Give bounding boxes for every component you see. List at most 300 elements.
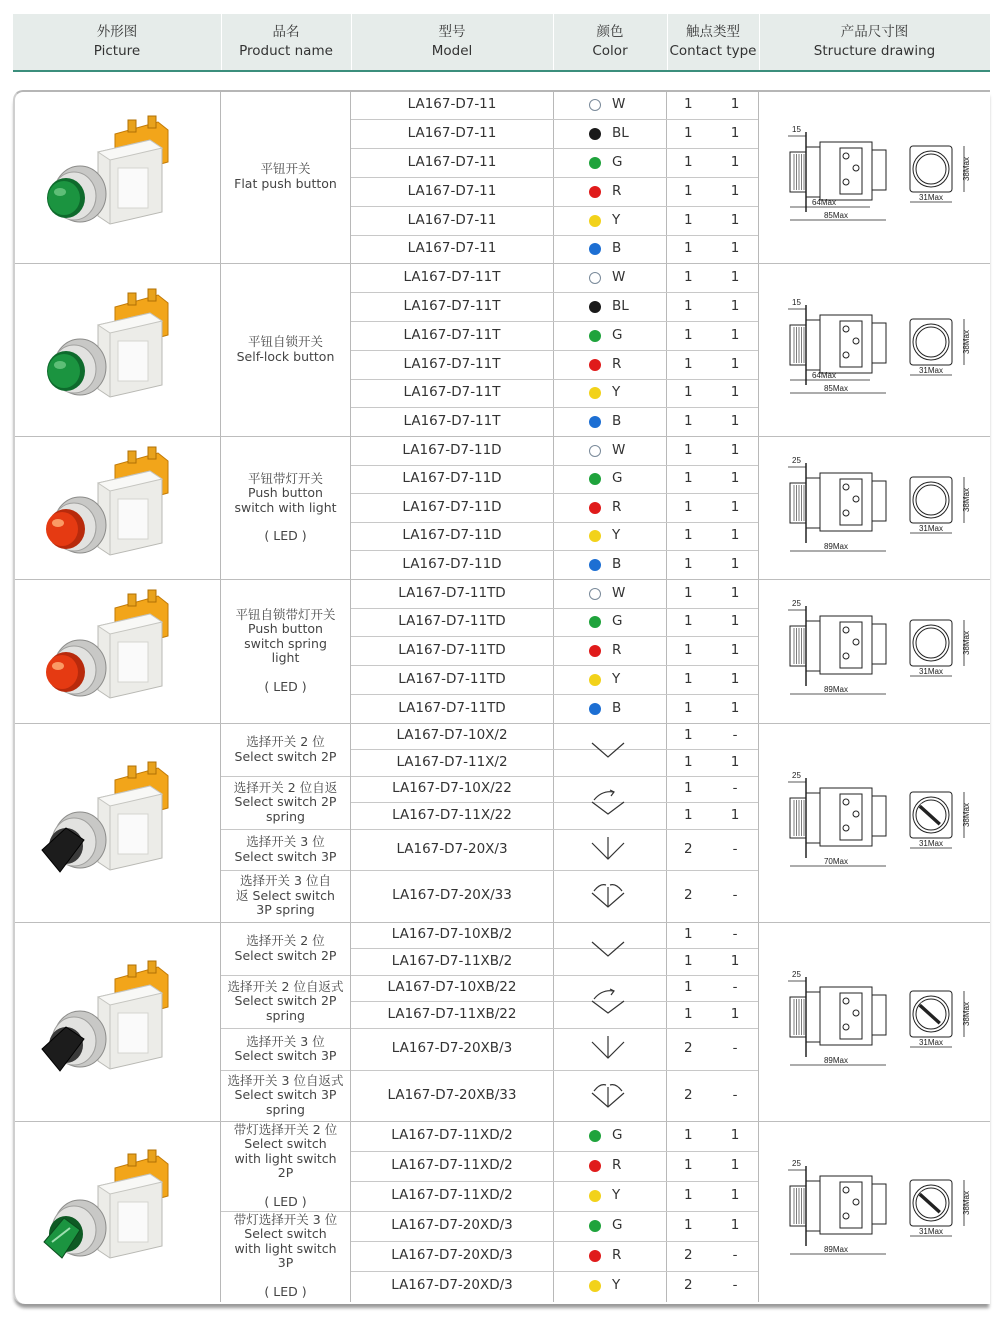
product-name-cn: 带灯选择开关 2 位 [233,1121,338,1137]
row-separator [351,694,758,695]
color-swatch [589,272,601,284]
header-en: Color [592,43,628,59]
row-separator [351,1241,758,1242]
model-cell: LA167-D7-11T [403,326,501,343]
name-separator [221,870,350,871]
contact-no: 1 [684,780,693,796]
color-label: B [612,412,622,429]
model-cell: LA167-D7-11XB/2 [391,952,513,969]
contact-no: 1 [684,240,693,256]
contact-no: 1 [684,670,693,687]
model-cell: LA167-D7-11XD/2 [391,1127,513,1143]
dimension-front: 25 [792,969,801,979]
product-name-cn: 选择开关 3 位 [246,1033,325,1049]
row-separator [351,608,758,609]
name-separator [221,1070,350,1071]
model-cell: LA167-D7-11T [403,384,501,400]
contact-nc: - [732,1086,738,1103]
contact-nc: 1 [730,95,740,112]
group-separator [15,579,990,580]
color-swatch [589,1250,601,1262]
product-name [221,723,350,776]
contact-no: 1 [684,182,693,199]
contact-nc: 1 [730,670,740,687]
led-push-button-icon [40,443,190,573]
row-separator [351,292,758,293]
name-separator [221,1211,350,1212]
color-swatch [589,616,601,628]
name-separator [221,975,350,976]
product-name-en: Push button switch with light [234,485,337,515]
green-push-button-icon [40,285,190,415]
model-cell: LA167-D7-11TD [398,641,506,658]
color-swatch [589,502,601,514]
color-label: R [612,498,622,515]
contact-no: 1 [684,412,693,429]
color-label: Y [612,384,621,400]
color-label: G [612,153,623,170]
contact-no: 2 [684,887,693,903]
model-cell: LA167-D7-10X/2 [396,727,508,743]
group-separator [15,436,990,437]
dimension-width: 31Max [918,1227,944,1236]
product-name [221,436,350,579]
color-label: Y [612,670,621,687]
product-name-en: Select switch 2P spring [234,993,337,1023]
structure-drawing [784,1146,984,1276]
contact-nc: 1 [730,268,740,285]
contact-nc: 1 [730,182,740,199]
header-en: Contact type [669,43,757,59]
contact-no: 1 [684,268,693,285]
header-en: Structure drawing [813,43,936,59]
product-name [221,1028,350,1070]
color-swatch [589,1280,601,1292]
contact-no: 1 [684,952,693,969]
row-separator [351,749,758,750]
product-name [221,870,350,922]
name-separator [221,829,350,830]
contact-nc: - [732,840,738,857]
model-cell: LA167-D7-10XB/2 [391,926,513,942]
header-cell [13,14,222,70]
contact-nc: 1 [730,153,740,170]
color-label: Y [612,1187,621,1203]
contact-no: 2 [684,1040,693,1056]
row-separator [351,802,758,803]
model-cell: LA167-D7-11D [402,527,502,543]
model-cell: LA167-D7-11T [403,297,501,314]
contact-nc: 1 [730,952,740,969]
contact-no: 1 [684,153,693,170]
contact-no: 1 [684,527,693,543]
switch-position-icon [588,934,628,964]
row-separator [351,550,758,551]
dimension-front: 25 [792,770,801,780]
color-label: BL [612,124,629,141]
color-swatch [589,674,601,686]
contact-no: 1 [684,1005,693,1022]
model-cell: LA167-D7-20XD/3 [391,1277,513,1293]
row-separator [351,636,758,637]
color-swatch [589,359,601,371]
contact-nc: 1 [730,555,740,572]
product-name [221,829,350,870]
color-label: B [612,240,622,256]
contact-no: 1 [684,297,693,314]
model-cell: LA167-D7-11D [402,555,502,572]
color-label: Y [612,211,621,228]
contact-nc: 1 [730,806,740,823]
row-separator [351,206,758,207]
contact-nc: - [732,979,738,995]
model-cell: LA167-D7-20X/3 [396,840,508,857]
contact-nc: - [732,780,738,796]
color-label: R [612,182,622,199]
product-name-cn: 选择开关 3 位 [246,834,325,849]
header-cn: 产品尺寸图 [840,24,909,40]
contact-nc: 1 [730,1187,740,1203]
product-name-cn: 选择开关 2 位 [246,933,325,948]
row-separator [351,493,758,494]
contact-nc: - [732,1040,738,1056]
color-swatch [589,1160,601,1172]
dimension-front: 25 [792,599,801,608]
dimension-width: 31Max [918,523,944,533]
contact-no: 1 [684,470,693,486]
dimension-body: 64Max [811,370,837,380]
name-separator [221,1028,350,1029]
dimension-length: 89Max [823,541,849,551]
product-name [221,579,350,723]
color-swatch [589,330,601,342]
row-separator [351,119,758,120]
row-separator [351,665,758,666]
led-push-button-icon [40,586,190,716]
led-note: ( LED ) [264,1283,307,1299]
led-note: ( LED ) [264,528,307,543]
color-label: W [612,441,626,458]
product-name-en: Flat push button [234,175,337,191]
color-swatch [589,1130,601,1142]
model-cell: LA167-D7-20XB/3 [391,1040,513,1056]
dimension-body: 64Max [811,197,837,207]
contact-no: 1 [684,124,693,141]
row-separator [351,1271,758,1272]
contact-nc: 1 [730,297,740,314]
color-swatch [589,186,601,198]
dimension-front: 25 [792,1159,801,1168]
dimension-width: 31Max [918,365,944,375]
dimension-height: 38Max [962,1190,971,1216]
color-swatch [589,243,601,255]
contact-no: 1 [684,806,693,823]
product-name-en: Select switch 2P [234,748,337,764]
model-cell: LA167-D7-11 [407,182,497,199]
row-separator [351,975,758,976]
row-separator [351,522,758,523]
color-label: R [612,1157,622,1173]
model-cell: LA167-D7-11D [402,441,502,458]
model-cell: LA167-D7-11 [407,153,497,170]
dimension-width: 31Max [918,1037,944,1047]
product-name-cn: 平钮自锁开关 [247,334,323,349]
contact-nc: 1 [730,1217,740,1233]
dimension-height: 38Max [962,487,971,512]
model-cell: LA167-D7-11XD/2 [391,1187,513,1203]
contact-nc: 1 [730,699,740,716]
color-label: R [612,355,622,372]
color-label: W [612,268,626,285]
contact-nc: - [732,1277,738,1293]
product-name-cn: 选择开关 2 位自返式 [227,978,344,994]
model-cell: LA167-D7-11D [402,470,502,486]
color-swatch [589,530,601,542]
contact-nc: 1 [730,613,740,629]
contact-nc: 1 [730,753,740,770]
header-cell [351,14,554,70]
product-name-cn: 平钮带灯开关 [247,470,323,486]
row-separator [351,1181,758,1182]
group-separator [15,263,990,264]
contact-nc: 1 [730,470,740,486]
dimension-height: 38Max [962,156,971,181]
color-swatch [589,645,601,657]
structure-drawing [784,957,984,1087]
header-cn: 品名 [272,24,300,40]
model-cell: LA167-D7-11TD [398,584,506,601]
model-cell: LA167-D7-11T [403,412,501,429]
product-name-en: Select switch with light switch 3P [234,1226,337,1271]
row-separator [351,1211,758,1212]
selector-switch-icon [40,758,190,888]
row-separator [351,177,758,178]
group-separator [15,1121,990,1122]
led-note: ( LED ) [264,1193,307,1209]
contact-nc: 1 [730,412,740,429]
product-name [221,263,350,436]
model-cell: LA167-D7-11XB/22 [387,1005,517,1022]
group-separator [15,922,990,923]
dimension-width: 31Max [918,667,944,676]
model-cell: LA167-D7-20XD/3 [391,1217,513,1233]
product-name-cn: 选择开关 2 位自返 [233,779,338,795]
model-cell: LA167-D7-10XB/22 [387,979,517,995]
header-en: Picture [93,43,141,59]
contact-no: 1 [684,498,693,515]
contact-no: 1 [684,641,693,658]
table-header [13,14,990,72]
switch-position-icon [588,835,628,865]
contact-no: 1 [684,584,693,601]
row-separator [351,1151,758,1152]
header-cn: 型号 [438,24,466,40]
product-name [221,776,350,829]
contact-nc: 1 [730,240,740,256]
row-separator [351,1001,758,1002]
model-cell: LA167-D7-10X/22 [392,780,512,796]
dimension-front: 15 [792,124,801,134]
structure-drawing [784,758,984,888]
color-label: G [612,1217,623,1233]
row-separator [351,1070,758,1071]
group-separator [15,723,990,724]
color-label: B [612,555,622,572]
contact-nc: 1 [730,384,740,400]
switch-position-icon [588,1034,628,1064]
product-name [221,90,350,263]
led-note: ( LED ) [264,678,307,694]
header-cell [221,14,352,70]
color-label: W [612,95,626,112]
product-name-en: Select switch 3P [234,848,337,864]
color-swatch [589,157,601,169]
dimension-height: 38Max [962,1001,971,1026]
contact-nc: - [732,727,738,743]
header-cell [667,14,760,70]
product-name-cn: 选择开关 3 位自 [240,873,331,889]
contact-no: 2 [684,840,693,857]
row-separator [351,870,758,871]
row-separator [351,148,758,149]
model-cell: LA167-D7-11TD [398,613,506,629]
color-label: G [612,326,623,343]
color-swatch [589,559,601,571]
product-name-cn: 选择开关 2 位 [246,734,325,749]
model-cell: LA167-D7-11 [407,95,497,112]
product-name [221,1121,350,1211]
contact-nc: 1 [730,498,740,515]
row-separator [351,321,758,322]
color-label: R [612,1247,622,1263]
color-label: G [612,613,623,629]
product-name-en: Push button switch spring light [244,621,327,666]
contact-nc: 1 [730,326,740,343]
structure-drawing [784,443,984,573]
contact-nc: - [732,1247,738,1263]
color-label: G [612,470,623,486]
header-cell [759,14,990,70]
model-cell: LA167-D7-11TD [398,670,506,687]
contact-no: 1 [684,613,693,629]
contact-no: 1 [684,95,693,112]
contact-no: 1 [684,555,693,572]
color-swatch [589,301,601,313]
contact-no: 1 [684,1217,693,1233]
product-name-cn: 带灯选择开关 3 位 [233,1211,338,1227]
contact-no: 1 [684,326,693,343]
contact-no: 2 [684,1086,693,1103]
contact-nc: - [732,926,738,942]
contact-nc: 1 [730,1127,740,1143]
row-separator [351,948,758,949]
contact-no: 1 [684,441,693,458]
switch-position-icon [588,735,628,765]
color-label: B [612,699,622,716]
switch-position-icon [588,1081,628,1111]
contact-no: 1 [684,753,693,770]
contact-no: 2 [684,1277,693,1293]
green-push-button-icon [40,112,190,242]
color-swatch [589,445,601,457]
contact-nc: 1 [730,124,740,141]
contact-nc: 1 [730,211,740,228]
row-separator [351,379,758,380]
color-swatch [589,387,601,399]
row-separator [351,407,758,408]
header-cn: 外形图 [96,24,138,40]
contact-no: 1 [684,1157,693,1173]
switch-position-icon [588,987,628,1017]
product-name-cn: 平钮自锁带灯开关 [235,606,336,622]
dimension-width: 31Max [918,192,944,202]
name-separator [221,776,350,777]
model-cell: LA167-D7-11X/22 [392,806,512,823]
color-swatch [589,473,601,485]
model-cell: LA167-D7-20XB/33 [387,1086,517,1103]
header-cell [553,14,668,70]
color-swatch [589,215,601,227]
product-name-en: 返 Select switch 3P spring [236,887,335,918]
row-separator [351,235,758,236]
dimension-length: 70Max [823,856,849,866]
contact-no: 2 [684,1247,693,1263]
model-cell: LA167-D7-11TD [398,699,506,716]
model-cell: LA167-D7-11 [407,124,497,141]
dimension-height: 38Max [962,630,971,656]
dimension-length: 85Max [823,383,849,393]
model-cell: LA167-D7-11 [407,211,497,228]
model-cell: LA167-D7-11XD/2 [391,1157,513,1173]
row-separator [351,776,758,777]
contact-no: 1 [684,926,693,942]
color-label: G [612,1127,623,1143]
dimension-height: 38Max [962,329,971,354]
dimension-height: 38Max [962,802,971,827]
dimension-length: 89Max [823,685,849,694]
product-name [221,1211,350,1301]
product-name [221,922,350,975]
contact-nc: 1 [730,584,740,601]
header-en: Model [431,43,473,59]
product-name-en: Self-lock button [236,348,335,364]
model-cell: LA167-D7-11 [407,240,497,256]
row-separator [351,465,758,466]
contact-no: 1 [684,1187,693,1203]
contact-nc: - [732,887,738,903]
product-name-cn: 平钮开关 [260,161,311,176]
selector-switch-icon [40,957,190,1087]
header-en: Product name [239,43,333,59]
structure-drawing [784,112,984,242]
model-cell: LA167-D7-11X/2 [396,753,508,770]
contact-nc: 1 [730,641,740,658]
product-name-en: Select switch 2P spring [234,794,337,824]
color-label: BL [612,297,629,314]
model-cell: LA167-D7-20X/33 [392,887,512,903]
switch-position-icon [588,788,628,818]
model-cell: LA167-D7-11D [402,498,502,515]
contact-nc: 1 [730,355,740,372]
contact-nc: 1 [730,441,740,458]
product-name-cn: 选择开关 3 位自返式 [227,1072,344,1088]
model-cell: LA167-D7-11T [403,268,501,285]
color-label: Y [612,1277,621,1293]
color-swatch [589,588,601,600]
color-swatch [589,1220,601,1232]
header-cn: 触点类型 [686,24,740,40]
contact-no: 1 [684,699,693,716]
